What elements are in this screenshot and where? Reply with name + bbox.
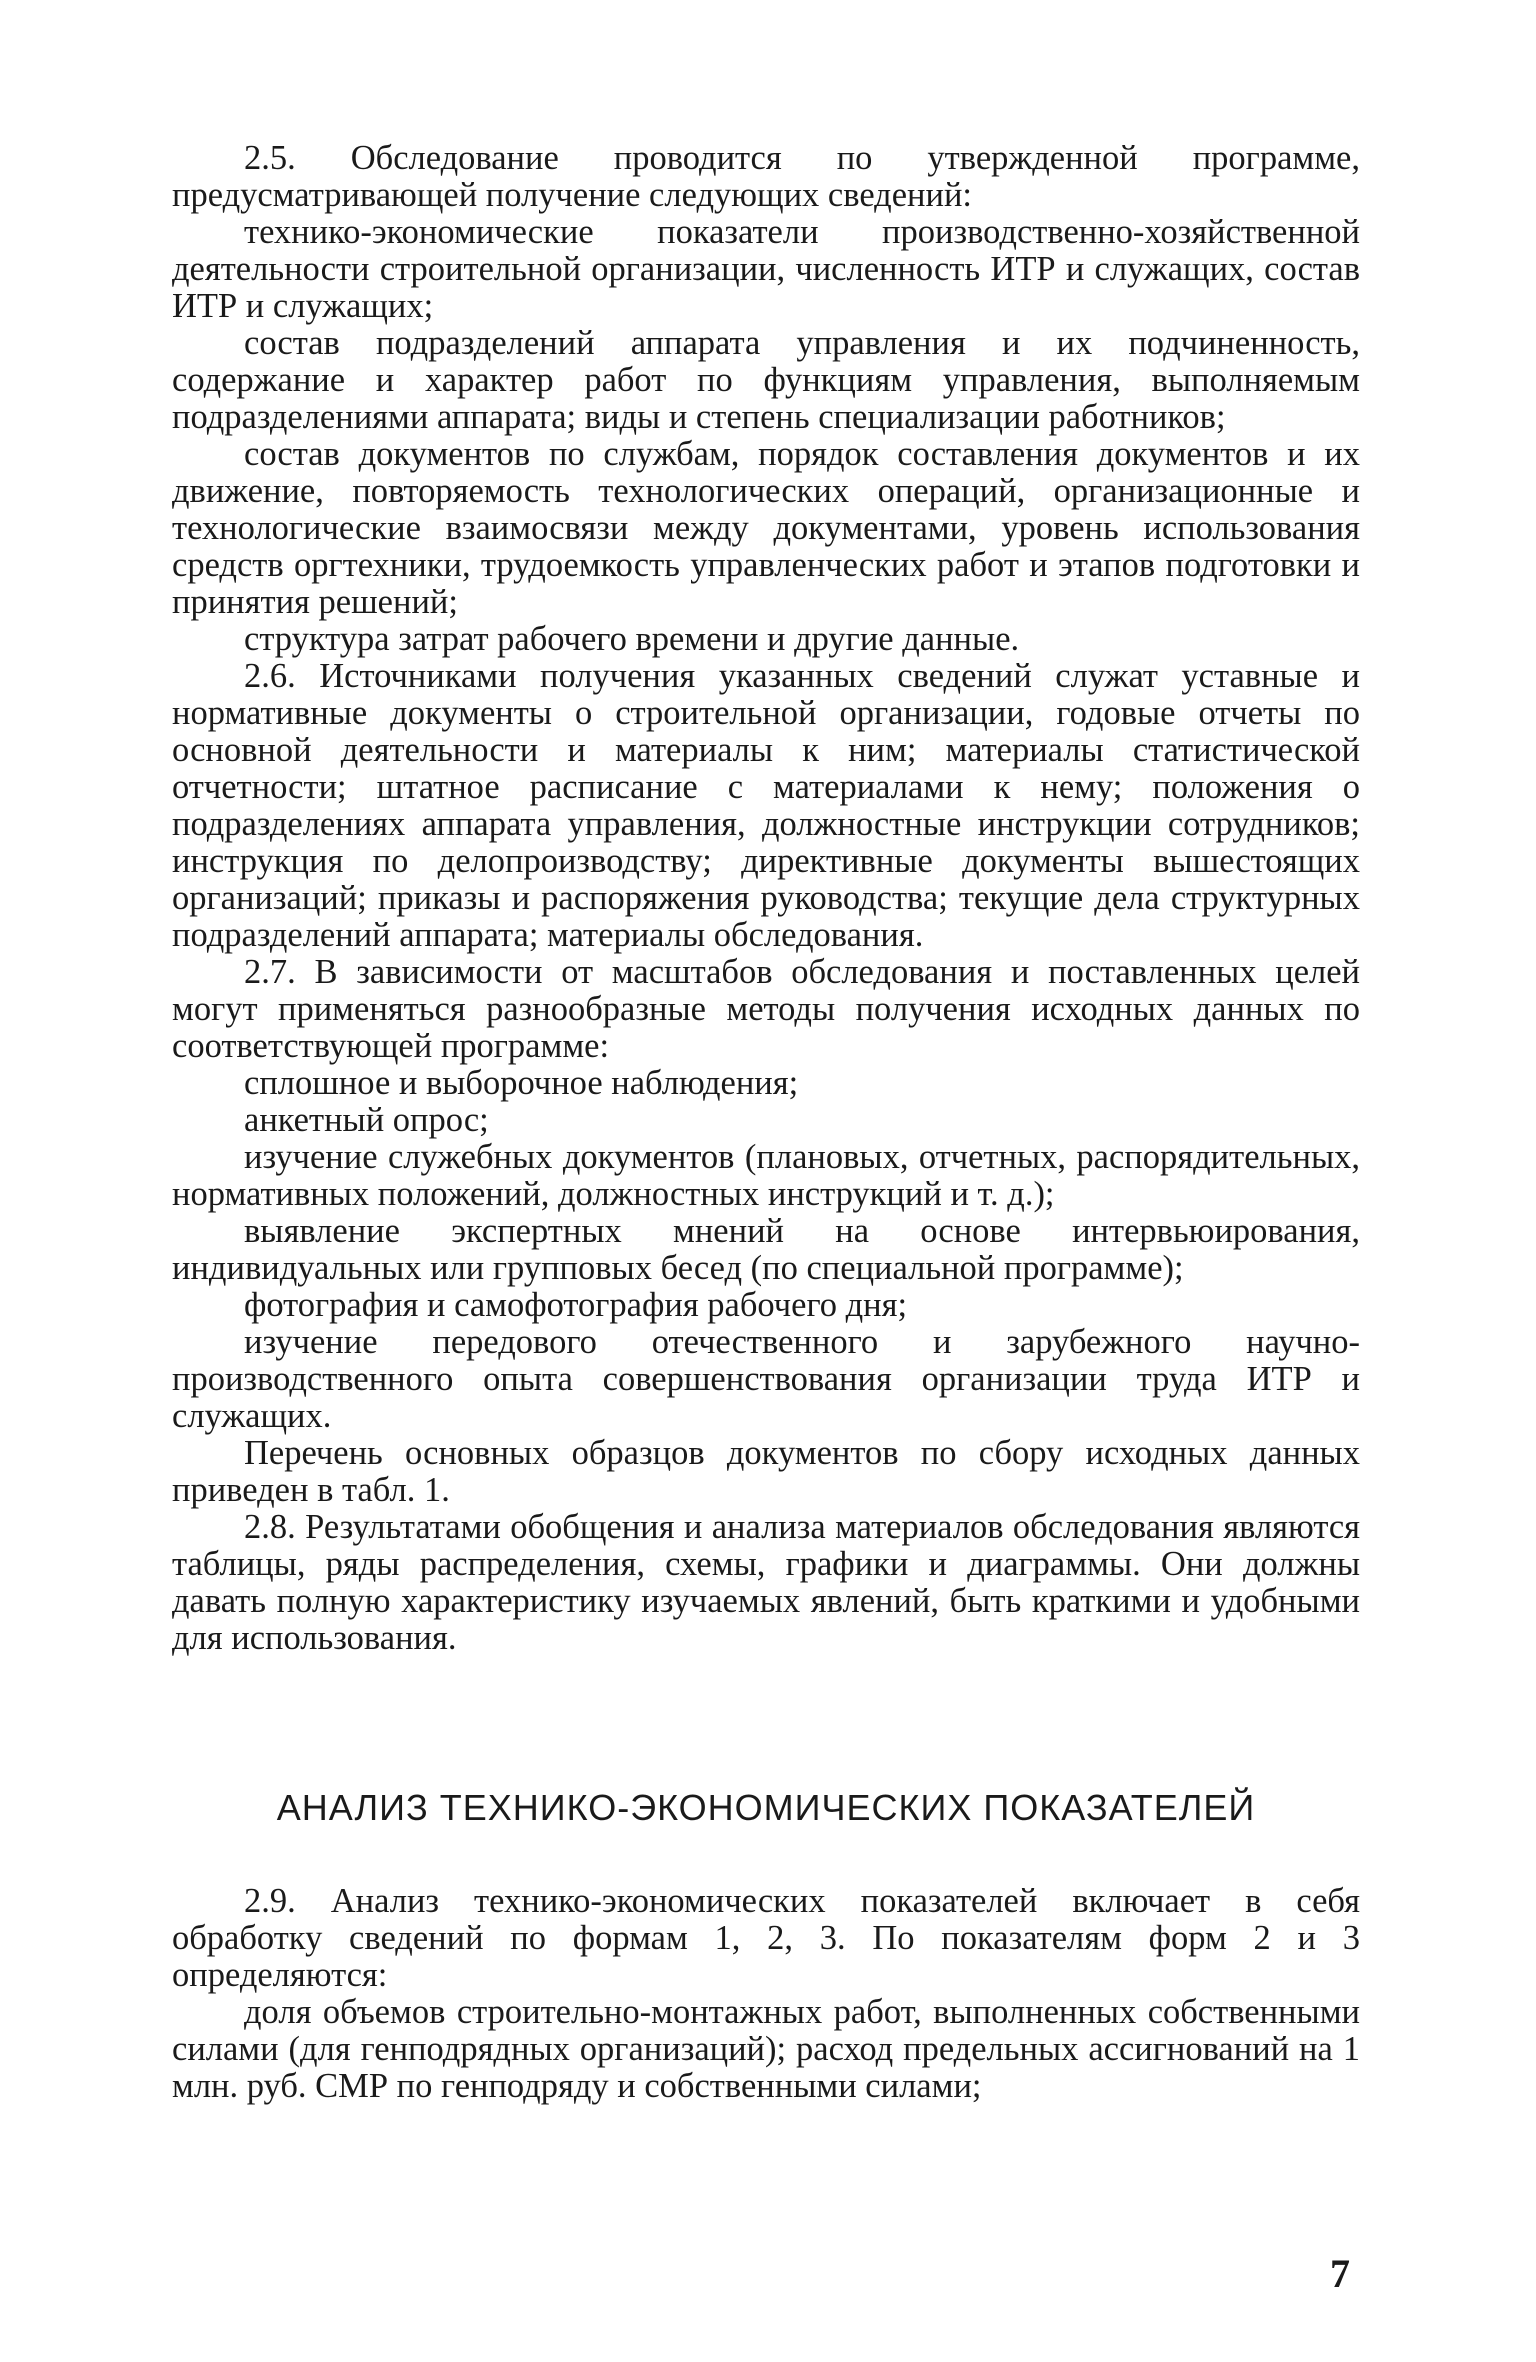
paragraph-2-7-intro: 2.7. В зависимости от масштабов обследования и поставленных целей могут применяться разнообразные методы получения исходных данных по соответствующей программе: <box>172 953 1360 1065</box>
main-text-block <box>172 140 1360 1657</box>
paragraph-2-8: 2.8. Результатами обобщения и анализа материалов обследования являются таблицы, ряды распределения, схемы, графики и диаграммы. Они должны давать полную характеристику изучаемых явлений, быть краткими и удобными для использования. <box>172 1508 1360 1657</box>
analysis-text-block <box>172 1883 1360 2105</box>
paragraph-2-7-item: изучение служебных документов (плановых, отчетных, распорядительных, нормативных положений, должностных инструкций и т. д.); <box>172 1138 1360 1213</box>
paragraph-2-7-item: выявление экспертных мнений на основе интервьюирования, индивидуальных или групповых бесед (по специальной программе); <box>172 1212 1360 1287</box>
paragraph-2-7-item: изучение передового отечественного и зарубежного научно-производственного опыта совершенствования организации труда ИТР и служащих. <box>172 1323 1360 1435</box>
paragraph-2-7-item: анкетный опрос; <box>244 1101 489 1139</box>
paragraph-2-9-intro: 2.9. Анализ технико-экономических показателей включает в себя обработку сведений по формам 1, 2, 3. По показателям форм 2 и 3 определяются: <box>172 1882 1360 1994</box>
section-heading: АНАЛИЗ ТЕХНИКО-ЭКОНОМИЧЕСКИХ ПОКАЗАТЕЛЕЙ <box>276 1787 1256 1828</box>
paragraph-2-7-note: Перечень основных образцов документов по сбору исходных данных приведен в табл. 1. <box>172 1434 1360 1509</box>
paragraph-2-6: 2.6. Источниками получения указанных сведений служат уставные и нормативные документы о строительной организации, годовые отчеты по основной деятельности и материалы к ним; материалы статистической отчетности; штатное расписание с материалами к нему; положения о подразделениях аппарата управления, должностные инструкции сотрудников; инструкция по делопроизводству; директивные документы вышестоящих организаций; приказы и распоряжения руководства; текущие дела структурных подразделений аппарата; материалы обследования. <box>172 657 1360 954</box>
paragraph-2-5-item: технико-экономические показатели производственно-хозяйственной деятельности строительной организации, численность ИТР и служащих, состав ИТР и служащих; <box>172 213 1360 325</box>
paragraph-2-5-item: состав подразделений аппарата управления и их подчиненность, содержание и характер работ по функциям управления, выполняемым подразделениями аппарата; виды и степень специализации работников; <box>172 324 1360 436</box>
paragraph-2-5-item: структура затрат рабочего времени и другие данные. <box>244 620 1020 658</box>
page-number: 7 <box>1330 2251 1350 2296</box>
paragraph-2-7-item: фотография и самофотография рабочего дня; <box>244 1286 908 1324</box>
paragraph-2-5-intro: 2.5. Обследование проводится по утвержденной программе, предусматривающей получение следующих сведений: <box>172 139 1360 214</box>
paragraph-2-5-item: состав документов по службам, порядок составления документов и их движение, повторяемость технологических операций, организационные и технологические взаимосвязи между документами, уровень использования средств оргтехники, трудоемкость управленческих работ и этапов подготовки и принятия решений; <box>172 435 1360 621</box>
paragraph-2-9-item: доля объемов строительно-монтажных работ, выполненных собственными силами (для генподрядных организаций); расход предельных ассигнований на 1 млн. руб. СМР по генподряду и собственными силами; <box>172 1993 1360 2105</box>
paragraph-2-7-item: сплошное и выборочное наблюдения; <box>244 1064 799 1102</box>
